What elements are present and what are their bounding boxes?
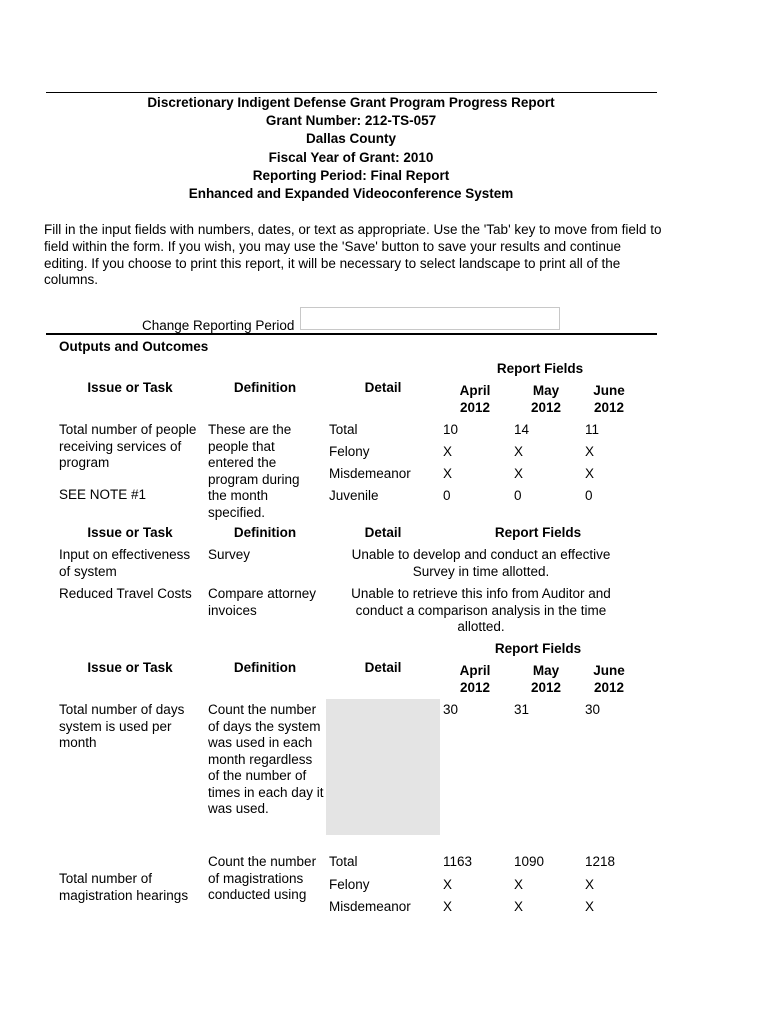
report-fields-header-2: Report Fields bbox=[494, 525, 582, 540]
instructions-text: Fill in the input fields with numbers, dates, or text as appropriate. Use the 'Tab' key to move from field to field within the form. If you wish, you may use the 'Save' button to save your results and continue editing. If you choose to print this report, it will be necessary to select landscape to print all of the columns. bbox=[44, 222, 662, 288]
report-title: Discretionary Indigent Defense Grant Program Progress Report bbox=[147, 95, 555, 110]
detail-shaded-cell bbox=[326, 699, 440, 835]
reporting-period: Reporting Period: Final Report bbox=[252, 167, 450, 183]
section-rule bbox=[46, 333, 657, 335]
value-april-mag-felony[interactable]: X bbox=[443, 877, 453, 892]
value-may-misdemeanor[interactable]: X bbox=[514, 466, 524, 481]
detail-mag-total: Total bbox=[329, 854, 358, 869]
may-header: May 2012 bbox=[530, 383, 562, 415]
detail-total: Total bbox=[329, 422, 358, 437]
definition-days-used: Count the number of days the system was used in each month regardless of the number of times in each day it was used. bbox=[208, 702, 324, 816]
value-may-mag-felony[interactable]: X bbox=[514, 877, 524, 892]
reporting-period-input[interactable] bbox=[300, 307, 560, 330]
april-header-3: April 2012 bbox=[459, 663, 491, 695]
section-title: Outputs and Outcomes bbox=[59, 339, 209, 354]
june-header: June 2012 bbox=[593, 383, 625, 415]
detail-header-3: Detail bbox=[364, 660, 402, 675]
issue-magistration: Total number of magistration hearings bbox=[59, 871, 189, 903]
june-header-3: June 2012 bbox=[593, 663, 625, 695]
definition-header: Definition bbox=[233, 380, 297, 395]
value-may-mag-misdemeanor[interactable]: X bbox=[514, 899, 524, 914]
fiscal-year: Fiscal Year of Grant: 2010 bbox=[268, 149, 434, 165]
issue-cell: Total number of people receiving services of program bbox=[59, 422, 197, 470]
note-text: SEE NOTE #1 bbox=[59, 487, 147, 502]
issue-travel-costs: Reduced Travel Costs bbox=[59, 586, 192, 601]
county-name: Dallas County bbox=[305, 131, 397, 147]
value-june-total[interactable]: 11 bbox=[585, 422, 600, 437]
value-may-juvenile[interactable]: 0 bbox=[514, 488, 522, 503]
issue-header-2: Issue or Task bbox=[87, 525, 173, 540]
report-fields-header-3: Report Fields bbox=[494, 641, 582, 656]
value-april-mag-misdemeanor[interactable]: X bbox=[443, 899, 453, 914]
definition-compare: Compare attorney invoices bbox=[208, 586, 317, 618]
report-effectiveness[interactable]: Unable to develop and conduct an effective Survey in time allotted. bbox=[351, 547, 611, 579]
value-june-days[interactable]: 30 bbox=[585, 702, 601, 717]
detail-header: Detail bbox=[364, 380, 402, 395]
detail-juvenile: Juvenile bbox=[329, 488, 379, 503]
report-fields-header: Report Fields bbox=[496, 361, 584, 376]
project-name: Enhanced and Expanded Videoconference System bbox=[188, 185, 514, 201]
report-travel-costs[interactable]: Unable to retrieve this info from Auditor and conduct a comparison analysis in the time allotted. bbox=[351, 586, 611, 634]
value-april-felony[interactable]: X bbox=[443, 444, 453, 459]
detail-header-2: Detail bbox=[364, 525, 402, 540]
top-rule bbox=[46, 92, 657, 93]
issue-header-3: Issue or Task bbox=[87, 660, 173, 675]
april-header: April 2012 bbox=[459, 383, 491, 415]
detail-misdemeanor: Misdemeanor bbox=[329, 466, 411, 481]
definition-survey: Survey bbox=[208, 547, 251, 562]
value-april-juvenile[interactable]: 0 bbox=[443, 488, 451, 503]
definition-cell: These are the people that entered the program during the month specified. bbox=[208, 422, 300, 520]
value-may-days[interactable]: 31 bbox=[514, 702, 530, 717]
value-june-misdemeanor[interactable]: X bbox=[585, 466, 595, 481]
value-june-mag-felony[interactable]: X bbox=[585, 877, 595, 892]
issue-header: Issue or Task bbox=[87, 380, 173, 395]
issue-days-used: Total number of days system is used per month bbox=[59, 702, 185, 750]
value-may-felony[interactable]: X bbox=[514, 444, 524, 459]
detail-mag-felony: Felony bbox=[329, 877, 370, 892]
definition-magistration: Count the number of magistrations conducted using bbox=[208, 854, 317, 902]
value-april-total[interactable]: 10 bbox=[443, 422, 459, 437]
value-june-felony[interactable]: X bbox=[585, 444, 595, 459]
detail-mag-misdemeanor: Misdemeanor bbox=[329, 899, 411, 914]
value-june-juvenile[interactable]: 0 bbox=[585, 488, 593, 503]
value-june-mag-misdemeanor[interactable]: X bbox=[585, 899, 595, 914]
definition-header-2: Definition bbox=[233, 525, 297, 540]
may-header-3: May 2012 bbox=[530, 663, 562, 695]
value-april-misdemeanor[interactable]: X bbox=[443, 466, 453, 481]
definition-header-3: Definition bbox=[233, 660, 297, 675]
value-may-mag-total[interactable]: 1090 bbox=[514, 854, 545, 869]
value-may-total[interactable]: 14 bbox=[514, 422, 530, 437]
value-april-days[interactable]: 30 bbox=[443, 702, 459, 717]
issue-effectiveness: Input on effectiveness of system bbox=[59, 547, 191, 579]
value-june-mag-total[interactable]: 1218 bbox=[585, 854, 616, 869]
detail-felony: Felony bbox=[329, 444, 370, 459]
report-header bbox=[46, 94, 656, 203]
change-period-label: Change Reporting Period bbox=[142, 318, 295, 333]
value-april-mag-total[interactable]: 1163 bbox=[443, 854, 473, 869]
grant-number: Grant Number: 212-TS-057 bbox=[265, 113, 437, 129]
